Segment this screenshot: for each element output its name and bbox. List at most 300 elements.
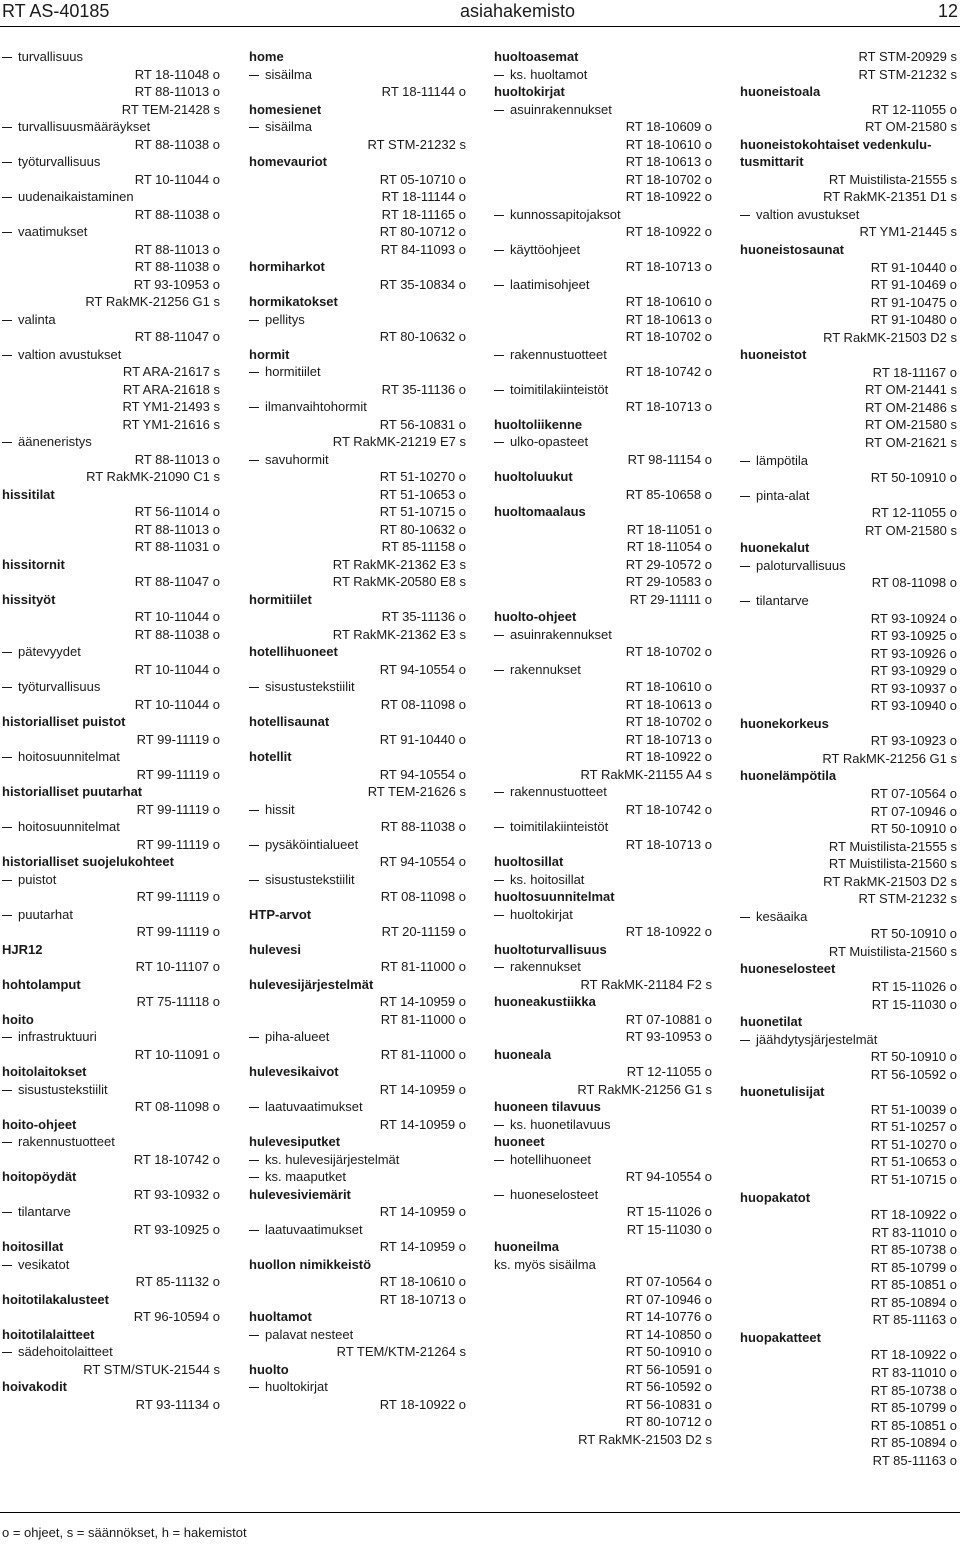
- index-reference: RT 12-11055 o: [871, 505, 957, 521]
- index-reference: RT 07-10946 o: [870, 803, 957, 819]
- index-heading: historialliset suojelukohteet: [2, 854, 174, 869]
- index-reference: RT 12-11055 o: [871, 101, 957, 117]
- index-subentry: huoltokirjat: [510, 906, 573, 922]
- index-subentry-row: [249, 678, 466, 696]
- index-subentry-row: [2, 311, 220, 329]
- index-heading: hulevesiviemärit: [249, 1186, 351, 1202]
- index-reference-row: [494, 521, 712, 539]
- index-subentry: ks. hulevesijärjestelmät: [265, 1151, 400, 1167]
- index-reference: RT 99-11119 o: [136, 731, 220, 747]
- index-reference: RT YM1-21445 s: [859, 224, 957, 240]
- index-reference-row: [494, 538, 712, 556]
- index-heading: huoneilma: [494, 1239, 560, 1254]
- index-subentry: valtion avustukset: [18, 346, 122, 362]
- index-subentry-row: [740, 206, 957, 224]
- index-subentry: asuinrakennukset: [510, 101, 612, 117]
- index-reference-row: [2, 1396, 220, 1414]
- index-reference: RT ARA-21617 s: [122, 364, 220, 379]
- index-heading-row: [494, 1098, 712, 1116]
- index-heading: hoitolaitokset: [2, 1064, 87, 1079]
- index-reference-row: [740, 329, 957, 347]
- index-reference: RT 14-10959 o: [379, 1239, 466, 1254]
- index-reference-row: [494, 1343, 712, 1361]
- index-heading: HJR12: [2, 941, 43, 957]
- index-subentry-row: [2, 906, 220, 924]
- index-reference: RT 80-10632 o: [379, 329, 466, 344]
- index-subentry-row: [740, 487, 957, 505]
- index-reference: RT RakMK-21503 D2 s: [578, 1431, 712, 1447]
- index-heading: hotellit: [249, 749, 292, 764]
- header-rule: [0, 26, 960, 27]
- index-subentry: huoneselosteet: [510, 1186, 599, 1202]
- index-reference-row: [494, 363, 712, 381]
- index-reference: RT 80-10632 o: [379, 521, 466, 537]
- index-reference: RT 14-10776 o: [625, 1309, 712, 1324]
- index-reference-row: [494, 1413, 712, 1431]
- index-reference: RT 18-10713 o: [625, 399, 712, 414]
- index-heading: hotellihuoneet: [249, 644, 338, 659]
- index-reference-row: [2, 171, 220, 189]
- index-reference: RT 18-11167 o: [872, 364, 957, 380]
- index-reference: RT 93-10929 o: [870, 663, 957, 679]
- index-heading: hulevesijärjestelmät: [249, 976, 374, 992]
- index-reference-row: [2, 1046, 220, 1064]
- index-heading: hoitotilakalusteet: [2, 1291, 109, 1307]
- index-heading-row: [2, 1291, 220, 1309]
- index-heading: hormitiilet: [249, 591, 312, 607]
- index-subentry-row: [2, 433, 220, 451]
- index-subentry-row: [2, 1343, 220, 1361]
- index-reference: RT 88-11038 o: [134, 626, 220, 642]
- index-heading: huoneet: [494, 1134, 545, 1149]
- index-reference: RT 85-10894 o: [870, 1435, 957, 1451]
- index-heading-row: [494, 83, 712, 101]
- index-reference-row: [494, 293, 712, 311]
- index-reference-row: [2, 66, 220, 84]
- index-reference-row: [494, 1011, 712, 1029]
- index-note-row: [494, 1256, 712, 1274]
- index-reference-row: [740, 838, 957, 856]
- index-reference: RT 56-11014 o: [134, 504, 220, 519]
- index-reference-row: [2, 1186, 220, 1204]
- index-reference: RT 08-11098 o: [871, 575, 957, 591]
- index-subentry-row: [494, 206, 712, 224]
- index-heading-row: [494, 1238, 712, 1256]
- index-reference-row: [740, 627, 957, 645]
- index-heading-row: [2, 713, 220, 731]
- index-subentry: toimitilakiinteistöt: [510, 381, 609, 397]
- index-subentry-row: [494, 783, 712, 801]
- index-reference-row: [2, 1361, 220, 1379]
- index-reference-row: [494, 1168, 712, 1186]
- index-reference-row: [494, 311, 712, 329]
- index-reference-row: [249, 783, 466, 801]
- index-reference-row: [2, 958, 220, 976]
- index-reference: RT 94-10554 o: [379, 854, 466, 869]
- index-reference: RT 51-10653 o: [870, 1154, 957, 1170]
- index-subentry: jäähdytysjärjestelmät: [756, 1031, 878, 1047]
- index-reference: RT 85-11158 o: [381, 539, 466, 554]
- index-subentry-row: [2, 118, 220, 136]
- index-reference-row: [249, 206, 466, 224]
- index-reference-row: [494, 1326, 712, 1344]
- index-heading-row: [740, 241, 957, 259]
- index-heading-row: [740, 153, 957, 171]
- index-reference-row: [249, 573, 466, 591]
- index-heading: HTP-arvot: [249, 906, 312, 922]
- index-reference-row: [249, 223, 466, 241]
- index-reference-row: [2, 696, 220, 714]
- index-heading: tusmittarit: [740, 154, 804, 170]
- index-subentry-row: [249, 118, 466, 136]
- index-reference-row: [494, 1063, 712, 1081]
- index-reference-row: [494, 748, 712, 766]
- index-subentry-row: [249, 1098, 466, 1116]
- index-subentry: piha-alueet: [265, 1029, 330, 1044]
- index-reference: RT 88-11013 o: [134, 84, 220, 99]
- index-reference-row: [740, 171, 957, 189]
- index-reference: RT 51-10653 o: [379, 486, 466, 502]
- index-reference: RT TEM-21626 s: [367, 784, 466, 799]
- index-heading-row: [249, 101, 466, 119]
- index-reference-row: [740, 276, 957, 294]
- index-reference: RT 14-10959 o: [379, 1204, 466, 1219]
- index-reference: RT 18-10613 o: [625, 311, 712, 327]
- index-subentry: laatimisohjeet: [510, 276, 590, 292]
- index-reference-row: [494, 188, 712, 206]
- index-reference-row: [2, 731, 220, 749]
- index-reference-row: [494, 1431, 712, 1449]
- index-reference: RT 91-10475 o: [870, 294, 957, 310]
- index-heading-row: [249, 1186, 466, 1204]
- index-reference: RT 93-10925 o: [870, 628, 957, 644]
- index-reference: RT 88-11013 o: [134, 451, 220, 467]
- index-reference-row: [249, 1291, 466, 1309]
- index-heading-row: [249, 1361, 466, 1379]
- index-reference-row: [2, 923, 220, 941]
- index-subentry-row: [494, 1186, 712, 1204]
- index-reference-row: [494, 1203, 712, 1221]
- index-reference: RT 85-10738 o: [870, 1242, 957, 1258]
- index-subentry-row: [494, 276, 712, 294]
- index-reference: RT 93-10937 o: [870, 680, 957, 696]
- index-reference-row: [740, 1294, 957, 1312]
- index-heading-row: [494, 888, 712, 906]
- index-reference: RT 93-10932 o: [133, 1186, 220, 1202]
- index-reference: RT STM/STUK-21544 s: [83, 1361, 220, 1377]
- index-reference-row: [740, 943, 957, 961]
- index-reference-row: [740, 1417, 957, 1435]
- index-reference: RT 18-10713 o: [625, 836, 712, 852]
- index-reference: RT 94-10554 o: [625, 1169, 712, 1184]
- index-heading: huonetilat: [740, 1014, 803, 1030]
- index-heading: hohtolamput: [2, 976, 81, 992]
- index-subentry: kunnossapitojaksot: [510, 206, 621, 222]
- index-reference: RT 85-10658 o: [625, 486, 712, 502]
- index-heading-row: [2, 941, 220, 959]
- index-reference-row: [494, 398, 712, 416]
- index-reference-row: [740, 259, 957, 277]
- index-heading-row: [740, 767, 957, 785]
- index-reference-row: [740, 1066, 957, 1084]
- index-heading-row: [740, 83, 957, 101]
- index-reference-row: [740, 1153, 957, 1171]
- index-heading: hoivakodit: [2, 1379, 68, 1394]
- index-reference-row: [494, 713, 712, 731]
- index-reference: RT 93-10925 o: [133, 1221, 220, 1237]
- index-reference-row: [740, 750, 957, 768]
- index-reference: RT 18-10702 o: [625, 171, 712, 187]
- index-reference: RT 29-10572 o: [625, 556, 712, 572]
- index-reference: RT 75-11118 o: [136, 994, 220, 1009]
- index-reference: RT 51-10715 o: [870, 1172, 957, 1187]
- index-reference-row: [249, 958, 466, 976]
- index-reference: RT RakMK-21155 A4 s: [580, 766, 712, 782]
- index-subentry: huoltokirjat: [265, 1379, 328, 1394]
- index-reference: RT 18-10610 o: [379, 1274, 466, 1289]
- index-heading-row: [249, 346, 466, 364]
- index-reference: RT 18-11048 o: [134, 66, 220, 82]
- index-subentry: vesikatot: [18, 1256, 70, 1272]
- index-reference: RT OM-21441 s: [864, 382, 957, 398]
- index-reference-row: [740, 1259, 957, 1277]
- index-subentry-row: [740, 908, 957, 926]
- index-reference: RT 18-11165 o: [381, 206, 466, 222]
- index-reference: RT 18-10922 o: [625, 749, 712, 764]
- index-reference-row: [2, 293, 220, 311]
- index-subentry: laatuvaatimukset: [265, 1221, 363, 1237]
- index-reference: RT 51-10039 o: [870, 1101, 957, 1117]
- index-reference: RT RakMK-21256 G1 s: [85, 294, 220, 309]
- index-subentry-row: [494, 958, 712, 976]
- index-reference-row: [494, 1273, 712, 1291]
- index-reference-row: [2, 1151, 220, 1169]
- index-reference-row: [494, 171, 712, 189]
- index-subentry: käyttöohjeet: [510, 241, 581, 257]
- index-heading: huoltoliikenne: [494, 416, 583, 432]
- index-heading: huonekorkeus: [740, 715, 829, 731]
- index-reference-row: [494, 1378, 712, 1396]
- index-reference: RT 14-10959 o: [379, 1116, 466, 1132]
- index-subentry-row: [2, 346, 220, 364]
- index-subentry: rakennustuotteet: [510, 784, 607, 799]
- index-reference-row: [249, 1046, 466, 1064]
- index-reference: RT 93-10923 o: [870, 733, 957, 749]
- index-subentry: hissit: [265, 801, 295, 817]
- index-reference: RT 29-11111 o: [629, 591, 712, 607]
- index-reference-row: [494, 643, 712, 661]
- index-heading-row: [2, 1238, 220, 1256]
- index-reference: RT 93-10924 o: [870, 610, 957, 626]
- index-reference-row: [494, 1361, 712, 1379]
- index-reference: RT 15-11030 o: [626, 1221, 712, 1237]
- index-reference: RT 88-11038 o: [134, 206, 220, 222]
- index-reference: RT 05-10710 o: [379, 171, 466, 187]
- index-subentry: savuhormit: [265, 451, 329, 467]
- index-reference: RT 18-10922 o: [625, 924, 712, 939]
- index-reference: RT 35-10834 o: [379, 276, 466, 292]
- index-reference: RT 85-11163 o: [872, 1312, 957, 1328]
- index-reference: RT TEM-21428 s: [121, 101, 220, 117]
- index-reference-row: [740, 1399, 957, 1417]
- index-heading: huoltamot: [249, 1309, 312, 1324]
- index-reference-row: [740, 925, 957, 943]
- index-reference: RT 35-11136 o: [381, 381, 466, 397]
- index-reference-row: [494, 451, 712, 469]
- index-reference: RT 18-10742 o: [625, 801, 712, 817]
- index-subentry: ks. maaputket: [265, 1169, 346, 1184]
- index-reference: RT 88-11013 o: [134, 241, 220, 257]
- index-reference-row: [2, 136, 220, 154]
- index-reference: RT 56-10592 o: [870, 1066, 957, 1082]
- index-heading-row: [740, 346, 957, 364]
- index-reference-row: [740, 610, 957, 628]
- index-subentry: valtion avustukset: [756, 206, 860, 222]
- index-heading: homesienet: [249, 101, 322, 117]
- index-subentry-row: [2, 1081, 220, 1099]
- footer-rule: [0, 1512, 960, 1513]
- index-subentry-row: [740, 452, 957, 470]
- index-reference: RT 18-11144 o: [381, 84, 466, 99]
- index-reference-row: [2, 398, 220, 416]
- index-reference-row: [2, 836, 220, 854]
- index-subentry: pätevyydet: [18, 644, 81, 659]
- index-heading-row: [249, 258, 466, 276]
- index-reference: RT 88-11038 o: [134, 136, 220, 152]
- index-subentry-row: [494, 818, 712, 836]
- index-reference: RT 93-11134 o: [135, 1396, 220, 1412]
- index-heading-row: [249, 1063, 466, 1081]
- index-reference-row: [494, 836, 712, 854]
- index-reference: RT 10-11044 o: [134, 171, 220, 187]
- index-subentry-row: [249, 1151, 466, 1169]
- index-reference-row: [740, 645, 957, 663]
- index-subentry-row: [494, 661, 712, 679]
- index-reference-row: [249, 766, 466, 784]
- index-subentry-row: [2, 1133, 220, 1151]
- index-heading: home: [249, 49, 284, 64]
- index-reference: RT STM-21232 s: [858, 891, 957, 907]
- index-reference: RT 56-10831 o: [379, 416, 466, 432]
- index-reference-row: [2, 608, 220, 626]
- index-subentry: sisäilma: [265, 119, 312, 134]
- index-reference: RT 18-10613 o: [625, 154, 712, 169]
- index-subentry-row: [494, 66, 712, 84]
- index-subentry-row: [249, 1326, 466, 1344]
- index-subentry-row: [494, 906, 712, 924]
- index-reference-row: [2, 258, 220, 276]
- index-reference: RT 88-11047 o: [134, 574, 220, 589]
- index-reference-row: [2, 1098, 220, 1116]
- index-subentry-row: [494, 626, 712, 644]
- index-reference-row: [249, 1116, 466, 1134]
- index-reference: RT 50-10910 o: [870, 926, 957, 942]
- index-heading: hoito-ohjeet: [2, 1116, 77, 1132]
- index-heading: huoneistoala: [740, 84, 821, 100]
- index-reference-row: [2, 206, 220, 224]
- index-reference-row: [249, 521, 466, 539]
- index-reference-row: [494, 1396, 712, 1414]
- index-reference-row: [494, 766, 712, 784]
- index-reference: RT 83-11010 o: [871, 1224, 957, 1240]
- index-heading-row: [740, 539, 957, 557]
- index-subentry-row: [249, 1221, 466, 1239]
- index-reference-row: [249, 661, 466, 679]
- index-reference-row: [494, 1081, 712, 1099]
- index-subentry-row: [2, 153, 220, 171]
- index-heading-row: [494, 1133, 712, 1151]
- index-reference-row: [249, 468, 466, 486]
- index-subentry-row: [494, 433, 712, 451]
- index-reference: RT YM1-21616 s: [122, 416, 220, 432]
- index-reference-row: [2, 766, 220, 784]
- index-reference-row: [494, 573, 712, 591]
- index-heading: huonelämpötila: [740, 768, 837, 784]
- index-reference-row: [740, 294, 957, 312]
- index-subentry: rakennustuotteet: [510, 346, 607, 362]
- index-reference: RT 14-10850 o: [625, 1326, 712, 1342]
- index-heading-row: [740, 1083, 957, 1101]
- index-heading: huoltosuunnitelmat: [494, 889, 615, 904]
- index-reference-row: [249, 696, 466, 714]
- index-reference-row: [740, 1364, 957, 1382]
- index-heading-row: [494, 853, 712, 871]
- index-heading-row: [249, 748, 466, 766]
- index-reference: RT RakMK-21184 F2 s: [580, 976, 712, 992]
- index-reference: RT 50-10910 o: [625, 1344, 712, 1359]
- index-heading: hormikatokset: [249, 294, 338, 309]
- index-reference: RT 80-10712 o: [379, 224, 466, 239]
- index-reference: RT RakMK-21362 E3 s: [332, 626, 466, 642]
- index-reference: RT 81-11000 o: [380, 1046, 466, 1062]
- index-reference-row: [2, 661, 220, 679]
- index-reference-row: [249, 1343, 466, 1361]
- index-reference: RT TEM/KTM-21264 s: [336, 1344, 466, 1359]
- index-reference: RT OM-21580 s: [864, 417, 957, 433]
- index-subentry-row: [494, 241, 712, 259]
- index-subentry-row: [494, 381, 712, 399]
- index-reference-row: [740, 1224, 957, 1242]
- index-reference: RT Muistilista-21555 s: [828, 838, 957, 854]
- index-reference-row: [740, 1434, 957, 1452]
- index-reference: RT 08-11098 o: [380, 696, 466, 712]
- index-heading-row: [494, 993, 712, 1011]
- index-subentry-row: [2, 678, 220, 696]
- index-reference: RT 10-11091 o: [134, 1046, 220, 1062]
- index-reference-row: [494, 678, 712, 696]
- index-reference: RT 15-11030 o: [871, 996, 957, 1012]
- index-reference: RT 91-10440 o: [870, 259, 957, 275]
- index-reference: RT RakMK-21362 E3 s: [332, 556, 466, 572]
- index-reference-row: [740, 399, 957, 417]
- index-reference: RT 83-11010 o: [871, 1365, 957, 1381]
- index-subentry: palavat nesteet: [265, 1326, 354, 1342]
- index-subentry: vaatimukset: [18, 224, 88, 239]
- index-heading: hissitornit: [2, 556, 65, 572]
- index-reference: RT 18-11144 o: [381, 189, 466, 204]
- index-reference: RT 88-11031 o: [134, 539, 220, 554]
- index-reference-row: [494, 923, 712, 941]
- index-reference: RT 93-10953 o: [133, 276, 220, 292]
- index-reference-row: [2, 328, 220, 346]
- index-subentry: tilantarve: [18, 1204, 71, 1219]
- index-subentry: turvallisuus: [18, 49, 84, 64]
- index-subentry-row: [2, 1203, 220, 1221]
- index-heading-row: [249, 643, 466, 661]
- index-reference: RT 56-10591 o: [625, 1361, 712, 1377]
- index-subentry-row: [249, 1028, 466, 1046]
- index-reference-row: [249, 1273, 466, 1291]
